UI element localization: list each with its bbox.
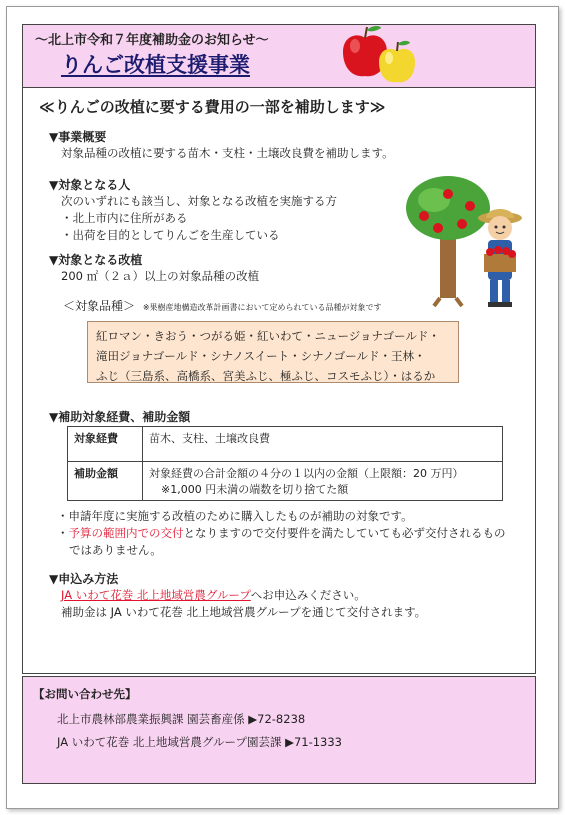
eligible-person-heading: ▼対象となる人	[49, 178, 131, 192]
farmer-with-apple-tree-illustration	[404, 172, 526, 310]
cost-heading: ▼補助対象経費、補助金額	[49, 410, 191, 424]
contact-line: 北上市農林部農業振興課 園芸畜産係 ▶72-8238	[57, 712, 306, 726]
overview-heading: ▼事業概要	[49, 130, 107, 144]
varieties-box	[87, 321, 459, 383]
lead-text: ≪りんごの改植に要する費用の一部を補助します≫	[39, 98, 386, 116]
contact-heading: 【お問い合わせ先】	[33, 687, 137, 701]
apples-illustration	[337, 22, 427, 86]
varieties-line: 滝田ジョナゴールド・シナノスイート・シナノゴールド・王林・	[96, 349, 426, 363]
header-banner	[22, 24, 536, 88]
overview-section	[49, 128, 394, 162]
cost-value: 苗木、支柱、土壌改良費	[143, 427, 503, 462]
apply-text: JA いわて花巻 北上地域営農グループへお申込みください。	[61, 588, 366, 602]
apply-text-2: 補助金は JA いわて花巻 北上地域営農グループを通じて交付されます。	[61, 605, 427, 619]
contact-box	[22, 676, 536, 784]
cost-table	[67, 426, 503, 501]
eligible-replant-heading: ▼対象となる改植	[49, 253, 143, 267]
note-budget: ・予算の範囲内での交付となりますので交付要件を満たしていても必ず交付されるもの	[57, 526, 506, 540]
eligible-person-item: ・出荷を目的としてりんごを生産している	[61, 228, 280, 242]
eligible-person-text: 次のいずれにも該当し、対象となる改植を実施する方	[61, 194, 337, 208]
page-title: りんご改植支援事業	[61, 53, 250, 77]
varieties-line: ふじ（三島系、高橋系、宮美ふじ、極ふじ、コスモふじ）・はるか	[96, 369, 436, 383]
note-eligible-purchase: ・申請年度に実施する改植のために購入したものが補助の対象です。	[57, 509, 413, 523]
notes-section	[57, 508, 527, 559]
varieties-label: ＜対象品種＞	[63, 299, 136, 313]
varieties-line: 紅ロマン・きおう・つがる姫・紅いわて・ニュージョナゴールド・	[96, 329, 440, 343]
ja-group-link[interactable]: JA いわて花巻 北上地域営農グループ	[61, 588, 251, 602]
eligible-person-section	[49, 176, 337, 244]
apply-heading: ▼申込み方法	[49, 572, 119, 586]
table-row	[68, 427, 503, 462]
eligible-replant-text: 200 ㎡（２ａ）以上の対象品種の改植	[61, 269, 260, 283]
table-row	[68, 462, 503, 501]
overview-text: 対象品種の改植に要する苗木・支柱・土壌改良費を補助します。	[61, 146, 394, 160]
header-subtitle: ～北上市令和７年度補助金のお知らせ～	[35, 33, 269, 48]
eligible-replant-section	[49, 251, 259, 285]
cost-heading-row	[49, 408, 190, 425]
varieties-label-row	[63, 297, 382, 314]
varieties-note: ※果樹産地構造改革計画書において定められている品種が対象です	[142, 303, 382, 312]
cost-key: 対象経費	[68, 427, 143, 462]
contact-line: JA いわて花巻 北上地域営農グループ園芸課 ▶71-1333	[57, 735, 342, 749]
note-budget-cont: ではありません。	[69, 543, 162, 557]
cost-value: 対象経費の合計金額の４分の１以内の金額（上限額：20 万円） ※1,000 円未満の端数を切り捨てた額	[143, 462, 503, 501]
budget-emphasis: 予算の範囲内での交付	[68, 526, 184, 540]
cost-key: 補助金額	[68, 462, 143, 501]
eligible-person-item: ・北上市内に住所がある	[61, 211, 188, 225]
apply-section	[49, 570, 426, 621]
